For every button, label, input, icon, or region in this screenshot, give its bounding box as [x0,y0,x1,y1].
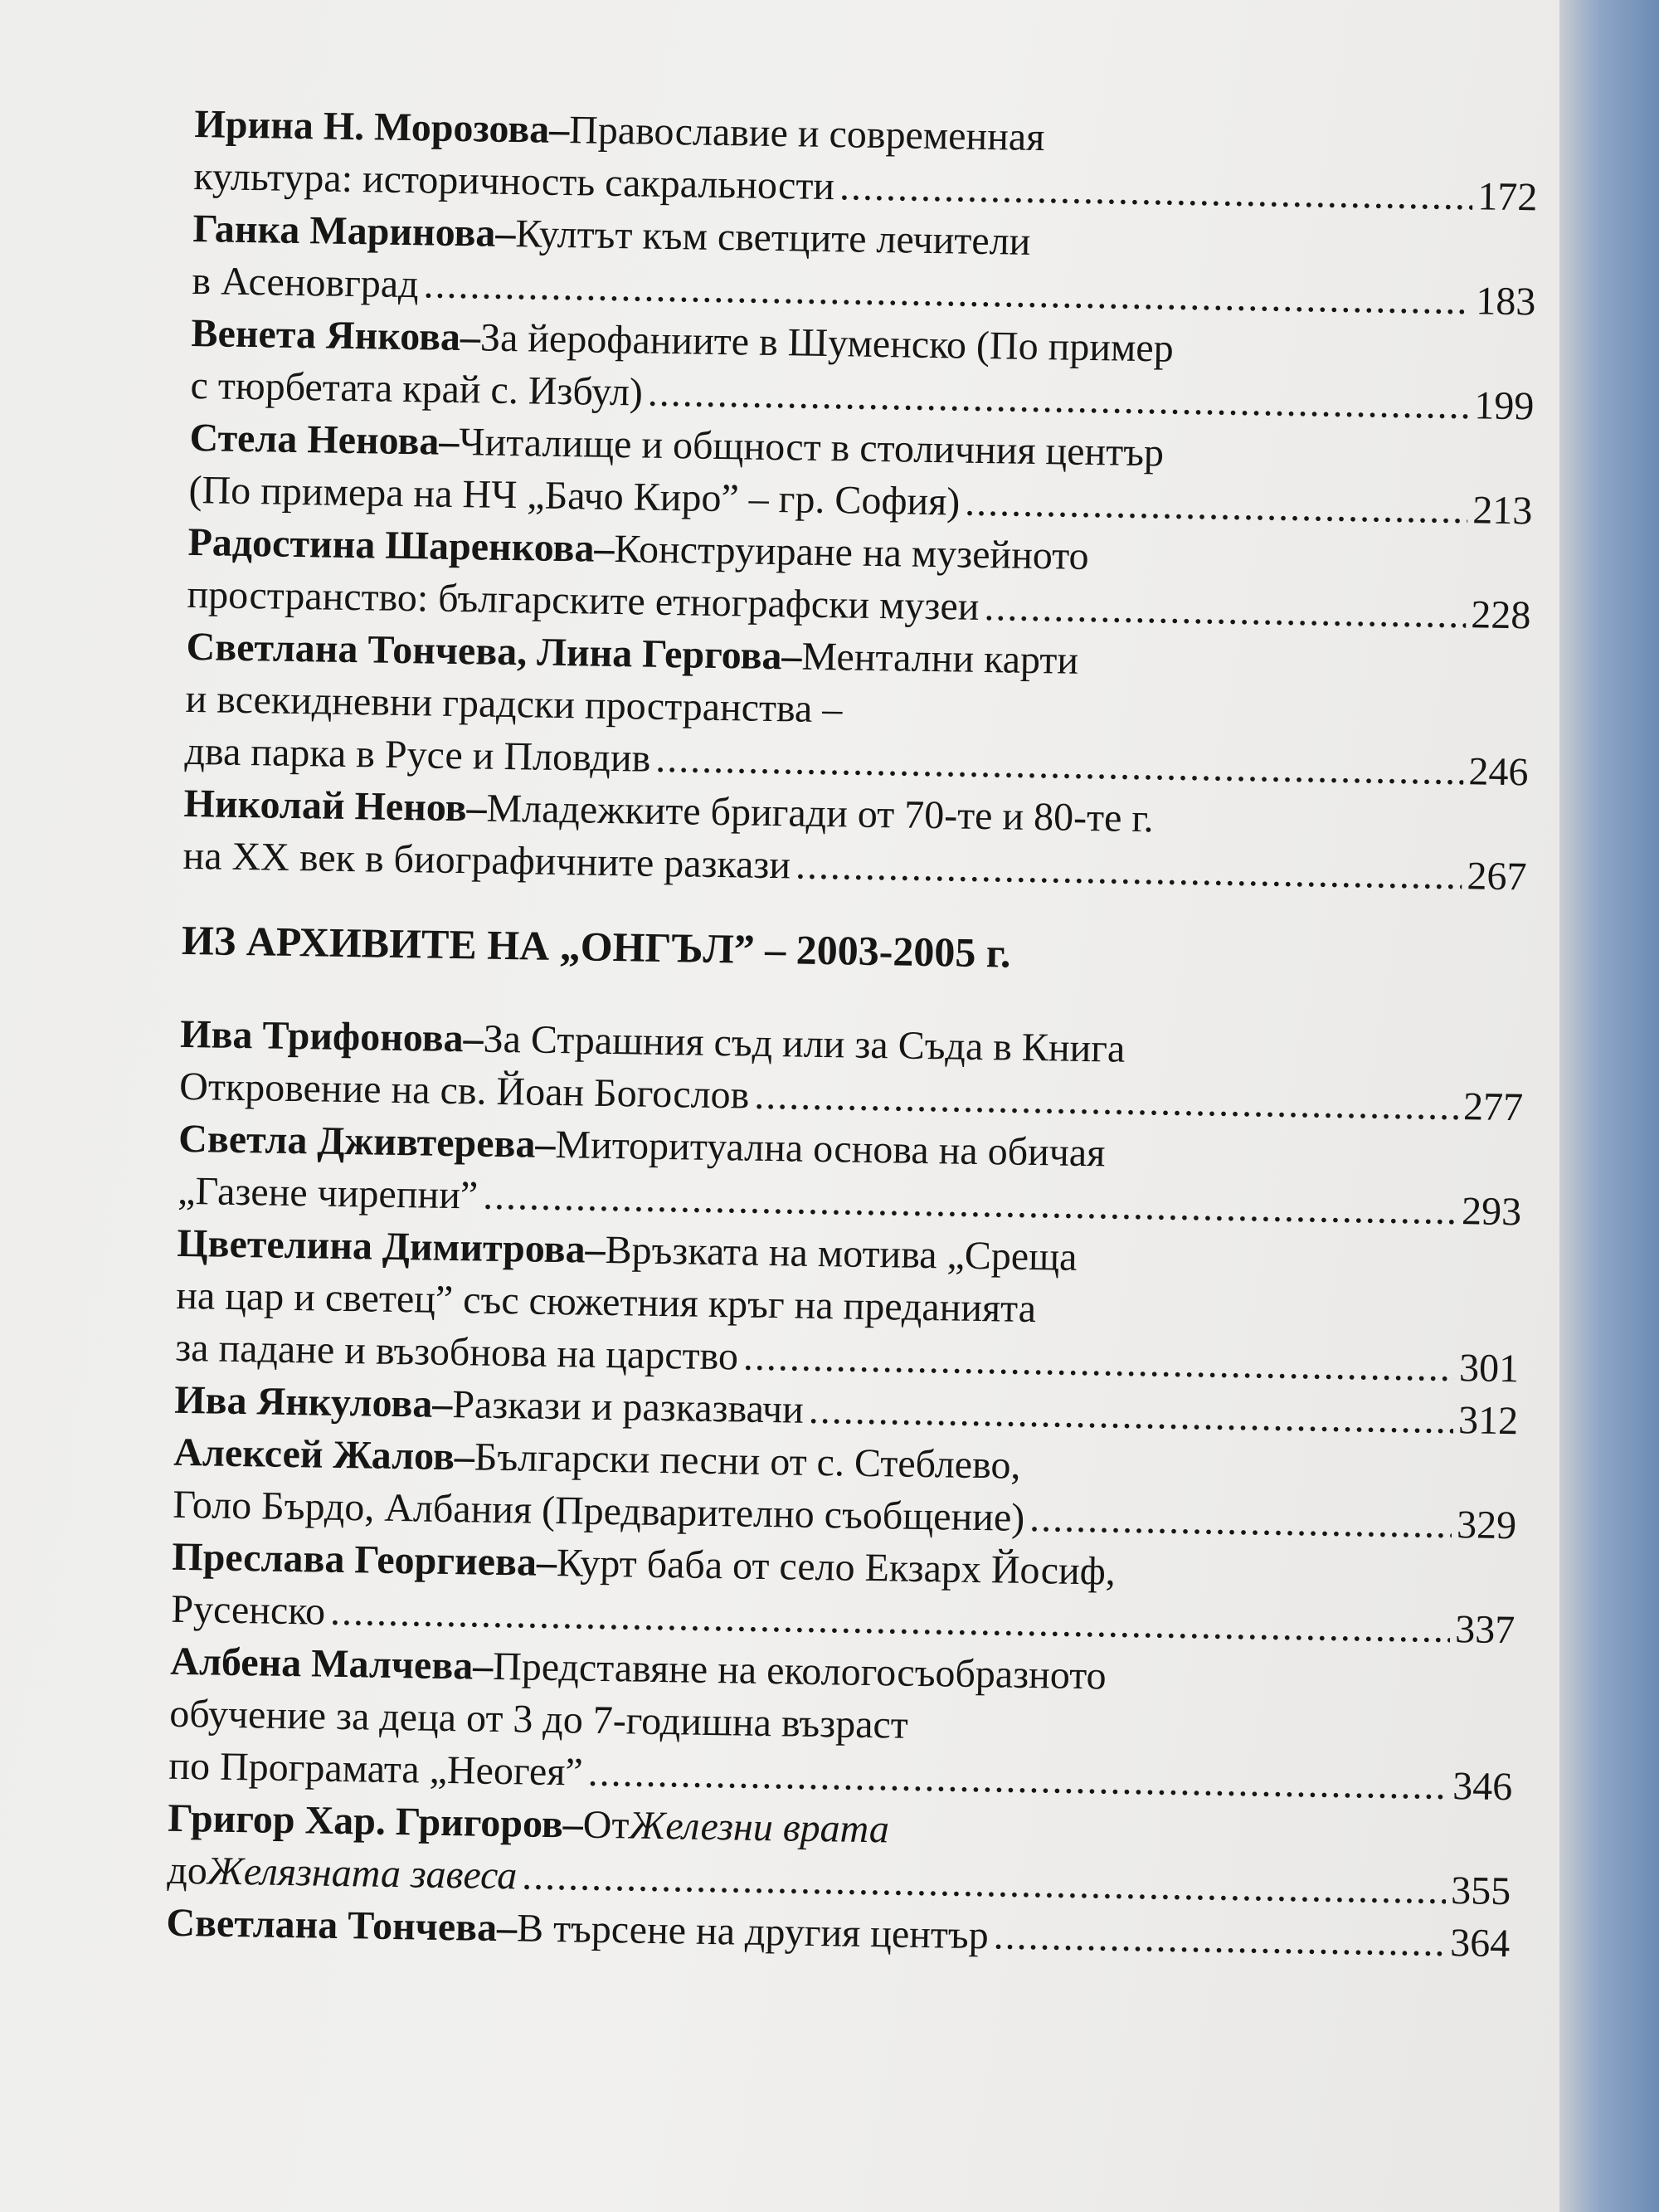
entry-author: Алексей Жалов [173,1430,455,1479]
page-number: 172 [1477,174,1538,220]
toc-entry: Светла Дживтерева – Миторитуална основа на обичая „Газене чирепни” ..... 293 [178,1113,1523,1238]
toc-section-2 [166,915,1525,1970]
entry-title-cont: (По примера на НЧ „Бачо Киро” – гр. София) [188,467,961,524]
toc-entry: Светлана Тончева – В търсене на другия център ..... 364 [166,1897,1511,1970]
entry-title: За Страшния съд или за Съда в Книга [483,1016,1126,1071]
entry-title-italic: Железни врата [629,1803,890,1852]
toc-entry: Цветелина Димитрова – Връзката на мотива „Среща на цар и светец” със сюжетния кръг на преданията за падане и възобнова на царство ..... 301 [175,1217,1521,1395]
entry-title-cont: „Газене чирепни” [177,1168,479,1218]
entry-title-cont: Русенско [170,1586,326,1634]
leader-dots [984,581,1467,641]
page-number: 293 [1461,1189,1522,1235]
leader-dots [1029,1492,1452,1551]
page-number: 267 [1467,854,1527,899]
toc-entry: Венета Янкова – За йерофаниите в Шуменско (По пример с тюрбетата край с. Избул) ..... 199 [190,307,1535,432]
entry-title-cont: за падане и възобнова на царство [174,1325,739,1379]
entry-title-cont: и всекидневни градски пространства – [185,676,843,732]
page-number: 213 [1472,488,1533,534]
entry-author: Радостина Шаренкова [187,519,595,571]
toc-entry: Преслава Георгиева – Курт баба от село Екзарх Йосиф, Русенско ..... 337 [171,1531,1516,1656]
entry-title-cont: по Програмата „Неогея” [168,1743,584,1795]
entry-title-cont: на цар и светец” със сюжетния кръг на преданията [175,1273,1037,1332]
toc-entry: Ива Трифонова – За Страшния съд или за Съда в Книга Откровение на св. Йоан Богослов ..... 277 [179,1008,1525,1133]
toc-entry: Албена Малчева – Представяне на екологосъобразното обучение за деца от 3 до 7-годишна възраст по Програмата „Неогея” ..... 346 [168,1635,1515,1813]
toc-entry: Стела Ненова – Читалище и общност в столичния център (По примера на НЧ „Бачо Киро” – гр. София) ..... 213 [188,412,1534,537]
entry-title: Разкази и разказвачи [451,1382,805,1432]
entry-author: Стела Ненова [189,415,440,464]
entry-title-cont: два парка в Русе и Пловдив [184,728,651,781]
entry-author: Венета Янкова [191,310,461,360]
toc-entry: Радостина Шаренкова – Конструиране на музейното пространство: българските етнографски музеи ..... 228 [187,516,1532,641]
leader-dots [795,839,1462,902]
leader-dots [965,476,1468,537]
entry-author: Григор Хар. Григоров [168,1795,564,1847]
entry-title: Православие и современная [568,108,1045,160]
entry-title: Култът към светците лечители [515,212,1031,264]
entry-title: Връзката на мотива „Среща [605,1227,1078,1279]
entry-title: Читалище и общност в столичния център [458,420,1165,475]
entry-title-cont: культура: историчность сакральности [193,153,835,209]
book-cover-edge [1559,0,1659,2212]
entry-title-cont: Откровение на св. Йоан Богослов [178,1064,750,1118]
entry-author: Ива Янкулова [173,1377,433,1426]
entry-title-cont: пространство: българските етнографски музеи [187,572,980,629]
entry-author: Албена Малчева [169,1639,474,1688]
entry-title-cont: обучение за деца от 3 до 7-годишна възраст [168,1691,909,1747]
toc-entry: Григор Хар. Григоров – От Железни врата до Желязната завеса ..... 355 [167,1792,1512,1917]
page-number: 329 [1456,1503,1517,1548]
entry-title: Представяне на екологосъобразното [492,1644,1107,1698]
page-number: 301 [1458,1346,1520,1391]
entry-title: Курт баба от село Екзарх Йосиф, [556,1541,1117,1594]
entry-title-cont: до [167,1848,208,1893]
page-number: 199 [1473,383,1535,429]
toc-section-1 [182,98,1539,903]
entry-title-cont: в Асеновград [192,258,420,307]
toc-entry: Алексей Жалов – Български песни от с. Стеблево, Голо Бърдо, Албания (Предварително съобщение) ..... 329 [173,1426,1518,1552]
entry-author: Цветелина Димитрова [176,1220,586,1272]
page-number: 337 [1454,1607,1515,1653]
entry-title-cont: на XX век в биографичните разкази [182,833,791,888]
entry-title-cont: с тюрбетата край с. Избул) [190,363,644,415]
entry-title: В търсене на другия център [516,1906,990,1958]
page-number: 228 [1470,592,1531,638]
entry-title: Български песни от с. Стеблево, [474,1435,1021,1488]
entry-title: От [582,1802,630,1848]
toc-entry: Ирина Н. Морозова – Православие и современная культура: историчность сакральности ..... 172 [193,98,1539,223]
entry-author: Ирина Н. Морозова [194,101,550,152]
entry-title: Конструиране на музейното [614,527,1090,578]
page-number: 246 [1468,749,1529,795]
page-number: 312 [1457,1398,1519,1444]
entry-author: Светлана Тончева [166,1900,498,1950]
toc-entry: Светлана Тончева, Лина Гергова – Ментални карти и всекидневни градски пространства – два парка в Русе и Пловдив ..... 246 [184,621,1530,798]
entry-author: Преслава Георгиева [171,1534,538,1585]
table-of-contents [166,98,1539,1970]
entry-author: Светлана Тончева, Лина Гергова [186,624,782,679]
entry-title: Миторитуална основа на обичая [555,1122,1106,1176]
entry-title-cont: Голо Бърдо, Албания (Предварително съобщение) [172,1482,1025,1540]
entry-title: За йерофаниите в Шуменско (По пример [479,315,1175,371]
page-number: 364 [1449,1921,1511,1966]
page-number: 355 [1450,1869,1511,1914]
entry-title: Младежките бригади от 70-те и 80-те г. [486,786,1155,841]
leader-dots [839,160,1473,222]
leader-dots [993,1909,1446,1969]
page-number: 277 [1462,1084,1524,1130]
toc-entry: Ганка Маринова – Култът към светците лечители в Асеновград ..... 183 [192,202,1537,328]
entry-title-italic: Желязната завеса [207,1849,518,1898]
page-number: 346 [1452,1764,1513,1810]
entry-author: Ганка Маринова [192,206,496,256]
page-number: 183 [1475,279,1536,324]
entry-author: Николай Ненов [183,781,468,831]
toc-entry: Ива Янкулова – Разкази и разказвачи ..... 312 [174,1374,1519,1447]
section-heading: ИЗ АРХИВИТЕ НА „ОНГЪЛ” – 2003-2005 г. [181,916,1011,977]
entry-title: Ментални карти [801,634,1079,683]
entry-author: Ива Трифонова [179,1011,465,1061]
entry-author: Светла Дживтерева [178,1116,536,1167]
toc-entry: Николай Ненов – Младежките бригади от 70-те и 80-те г. на XX век в биографичните разкази ..... 267 [182,777,1528,903]
